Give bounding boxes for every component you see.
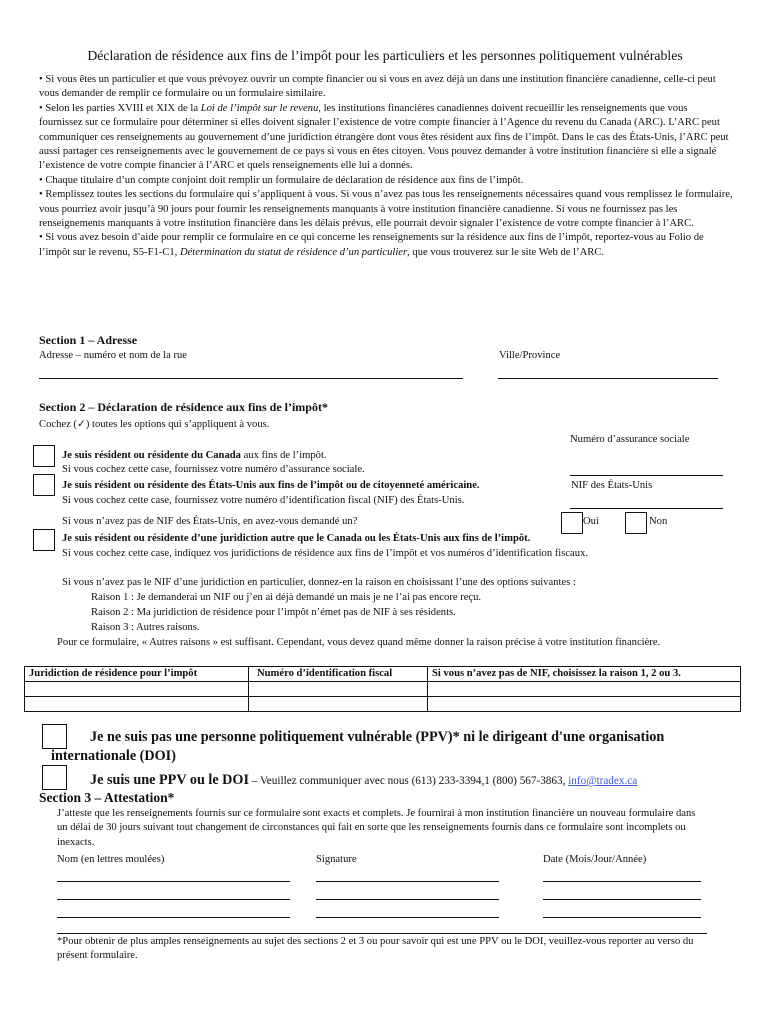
signature-field[interactable]	[316, 881, 499, 882]
table-cell[interactable]	[428, 682, 741, 697]
separator-line	[57, 933, 707, 934]
city-label: Ville/Province	[499, 350, 561, 361]
other-resident-note: Si vous cochez cette case, indiquez vos juridictions de résidence aux fins de l’impôt et vos numéros d’identification fiscaux.	[62, 548, 589, 559]
form-title: Déclaration de résidence aux fins de l’impôt pour les particuliers et les personnes politiquement vulnérables	[87, 48, 683, 63]
email-link[interactable]: info@tradex.ca	[568, 775, 638, 787]
canada-resident-note: Si vous cochez cette case, fournissez votre numéro d’assurance sociale.	[62, 464, 365, 475]
city-field[interactable]	[498, 378, 718, 379]
canada-resident-checkbox[interactable]	[33, 445, 55, 467]
signature-field[interactable]	[316, 899, 499, 900]
section2-instruction: Cochez (✓) toutes les options qui s’appliquent à vous.	[39, 419, 270, 430]
yes-label: Oui	[583, 516, 599, 527]
date-field[interactable]	[543, 899, 701, 900]
table-cell[interactable]	[25, 682, 249, 697]
address-field[interactable]	[39, 378, 463, 379]
table-row	[25, 697, 741, 712]
signature-label: Signature	[316, 854, 357, 865]
not-ppv-text: Je ne suis pas une personne politiquement vulnérable (PPV)* ni le dirigeant d'une organisation	[90, 729, 665, 745]
us-resident-note: Si vous cochez cette case, fournissez votre numéro d’identification fiscal (NIF) des États-Unis.	[62, 495, 465, 506]
yes-checkbox[interactable]	[561, 512, 583, 534]
table-header: Juridiction de résidence pour l’impôt	[25, 667, 249, 682]
sin-label: Numéro d’assurance sociale	[570, 434, 690, 445]
intro-bullet-5: • Si vous avez besoin d’aide pour remplir ce formulaire en ce qui concerne les renseignements sur la résidence aux fins de l’impôt, reportez-vous au Folio de l’impôt sur le revenu, S5-F1-C1, Détermination du statut de résidence d’un particulier, que vous trouverez sur le site Web de l’ARC.	[39, 232, 704, 258]
table-cell[interactable]	[249, 697, 428, 712]
table-cell[interactable]	[428, 697, 741, 712]
name-field[interactable]	[57, 899, 290, 900]
table-header: Si vous n’avez pas de NIF, choisissez la raison 1, 2 ou 3.	[428, 667, 741, 682]
us-tin-label: NIF des États-Unis	[571, 480, 653, 491]
us-tin-question: Si vous n’avez pas de NIF des États-Unis, en avez-vous demandé un?	[62, 516, 358, 527]
intro-bullet-4: • Remplissez toutes les sections du formulaire qui s’appliquent à vous. Si vous n’avez pas tous les renseignements nécessaires quand vous remplissez le formulaire, vous pourriez avoir jusqu’à 90 jours pour fournir les renseignements manquants à votre institution financière canadienne. Si vous ne fournissez pas les renseignements manquants à votre institution financière dans les délais prévus, elle pourrait devoir signaler l’existence de votre compte financier à l’ARC.	[39, 189, 733, 230]
date-field[interactable]	[543, 917, 701, 918]
intro-bullet-2: • Selon les parties XVIII et XIX de la Loi de l’impôt sur le revenu, les institutions financières canadiennes doivent recueillir les renseignements que vous fournissez sur ce formulaire pour déterminer si elles doivent signaler l’existence de votre compte financier à l’Agence du revenu du Canada (ARC). L’ARC peut communiquer ces renseignements au gouvernement d’une juridiction étrangère dont vous êtes résident aux fins de l’impôt. Dans le cas des États-Unis, l’ARC peut aussi partager ces renseignements avec le gouvernement de ce pays si vous en êtes citoyen. Vous pouvez demander à votre institution financière si elle a signalé l’existence de votre compte financier à l’ARC et quels renseignements elle lui a donnés.	[39, 102, 729, 172]
table-row	[25, 682, 741, 697]
no-label: Non	[649, 516, 668, 527]
not-ppv-checkbox[interactable]	[42, 724, 67, 749]
intro-bullet-3: • Chaque titulaire d’un compte conjoint doit remplir un formulaire de déclaration de résidence aux fins de l’impôt.	[39, 174, 524, 186]
section1-title: Section 1 – Adresse	[39, 333, 138, 347]
reason-2: Raison 2 : Ma juridiction de résidence pour l’impôt n’émet pas de NIF à ses résidents.	[91, 607, 456, 618]
address-label: Adresse – numéro et nom de la rue	[39, 350, 187, 361]
other-resident-text: Je suis résident ou résidente d’une juridiction autre que le Canada ou les États-Unis aux fins de l’impôt.	[62, 533, 531, 544]
other-resident-checkbox[interactable]	[33, 529, 55, 551]
footnote: *Pour obtenir de plus amples renseignements au sujet des sections 2 et 3 ou pour savoir qui est une PPV ou le DOI, veuillez-vous reporter au verso du présent formulaire.	[57, 936, 694, 962]
is-ppv-checkbox[interactable]	[42, 765, 67, 790]
reason-1: Raison 1 : Je demanderai un NIF ou j’en ai déjà demandé un mais je ne l’ai pas encore reçu.	[91, 592, 482, 603]
sin-field[interactable]	[570, 475, 723, 476]
table-header-row	[25, 667, 741, 682]
table-cell[interactable]	[25, 697, 249, 712]
attestation-text: J’atteste que les renseignements fournis sur ce formulaire sont exacts et complets. Je fournirai à mon institution financière un nouveau formulaire dans un délai de 30 jours suivant tout changement de circonstances qui fait en sorte que les renseignements fournis dans ce formulaire sont incomplets ou inexacts.	[57, 808, 696, 848]
reason-intro: Si vous n’avez pas le NIF d’une juridiction en particulier, donnez-en la raison en choisissant l’une des options suivantes :	[62, 577, 576, 588]
canada-resident-text: Je suis résident ou résidente du Canada aux fins de l’impôt.	[62, 450, 327, 461]
name-label: Nom (en lettres moulées)	[57, 854, 165, 865]
intro-text	[39, 73, 733, 260]
not-ppv-text-line2: internationale (DOI)	[51, 748, 176, 764]
table-cell[interactable]	[249, 682, 428, 697]
name-field[interactable]	[57, 917, 290, 918]
section3-title: Section 3 – Attestation*	[39, 790, 175, 805]
us-resident-checkbox[interactable]	[33, 474, 55, 496]
date-field[interactable]	[543, 881, 701, 882]
jurisdiction-table	[24, 666, 741, 712]
reason-note: Pour ce formulaire, « Autres raisons » est suffisant. Cependant, vous devez quand même donner la raison précise à votre institution financière.	[57, 637, 661, 648]
table-header: Numéro d’identification fiscal	[249, 667, 428, 682]
is-ppv-line: Je suis une PPV ou le DOI – Veuillez communiquer avec nous (613) 233-3394,1 (800) 567-3863, info@tradex.ca	[90, 772, 638, 788]
intro-bullet-1: • Si vous êtes un particulier et que vous prévoyez ouvrir un compte financier ou si vous en avez déjà un dans une institution financière canadienne, celle-ci peut vous demander de remplir ce formulaire ou un formulaire similaire.	[39, 74, 716, 100]
no-checkbox[interactable]	[625, 512, 647, 534]
name-field[interactable]	[57, 881, 290, 882]
us-tin-field[interactable]	[570, 508, 723, 509]
signature-field[interactable]	[316, 917, 499, 918]
us-resident-text: Je suis résident ou résidente des États-Unis aux fins de l’impôt ou de citoyenneté américaine.	[62, 480, 480, 491]
date-label: Date (Mois/Jour/Année)	[543, 854, 647, 865]
reason-3: Raison 3 : Autres raisons.	[91, 622, 200, 633]
section2-title: Section 2 – Déclaration de résidence aux fins de l’impôt*	[39, 400, 328, 414]
